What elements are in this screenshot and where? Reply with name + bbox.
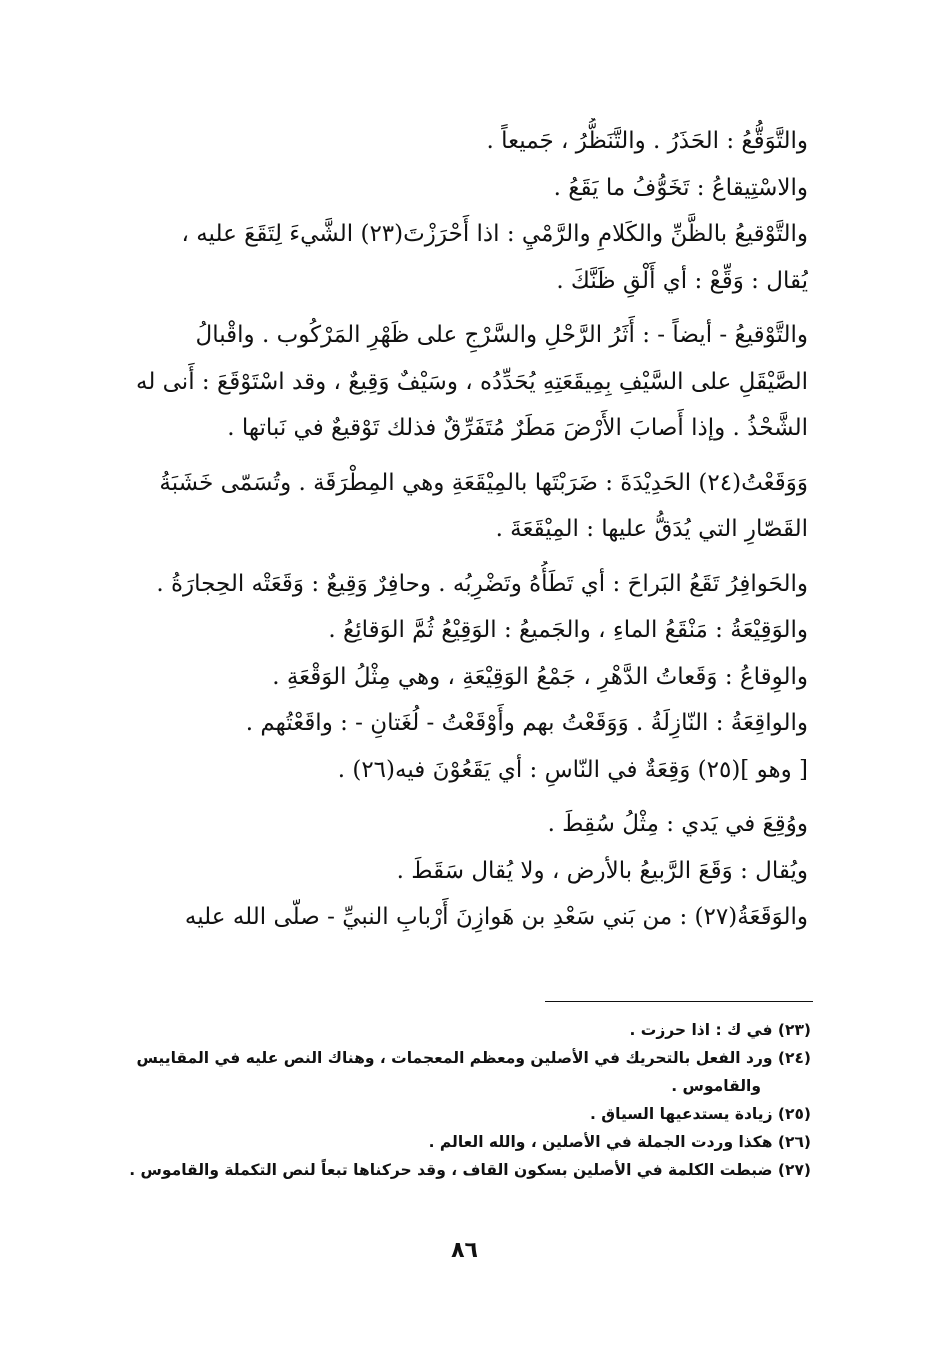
text-line: والوِقاعُ : وَقَعاتُ الدَّهْرِ ، جَمْعُ الوَقِيْعَةِ ، وهي مِثْلُ الوَقْعَةِ . — [272, 663, 808, 690]
footnote: (٢٤) ورد الفعل بالتحريك في الأصلين ومعظم المعجمات ، وهناك النص عليه في المقاييس — [136, 1049, 811, 1067]
footnotes — [78, 1016, 811, 1184]
footnote-divider — [545, 1001, 813, 1002]
text-line: القَصّارِ التي يُدَقُّ عليها : المِيْقَعَةَ . — [495, 516, 808, 542]
text-line: الصَّيْقَلِ على السَّيْفِ بِمِيقَعَتِهِ يُحَدِّدُه ، وسَيْفٌ وَقِيعٌ ، وقد اسْتَوْقَعَ : أَنى له — [135, 368, 808, 395]
text-line: وَوَقَعْتُ(٢٤) الحَدِيْدَةَ : ضَرَبْتَها بالمِيْقَعَةِ وهي المِطْرَقَة . وتُسَمّى خَشَبَةُ — [159, 469, 808, 496]
paragraph — [78, 801, 808, 941]
text-line: ويُقال : وَقَعَ الرَّبيعُ بالأرض ، ولا يُقال سَقَطَ . — [396, 857, 808, 884]
text-line: والتَّوَقُّعُ : الحَذَرُ . والتَّنَظُّرُ ، جَميعاً . — [486, 128, 808, 154]
footnote-continuation: والقاموس . — [671, 1077, 761, 1095]
text-line: والواقِعَةُ : النّازِلَةُ . وَوَقَعْتُ بهم وأَوْقَعْتُ - لُغَتانِ - : واقَعْتُهم . — [245, 710, 808, 736]
text-line: والاسْتِيقاعُ : تَخَوُّفُ ما يَقَعُ . — [553, 174, 808, 201]
paragraph — [78, 312, 808, 452]
main-text — [78, 118, 808, 941]
paragraph — [78, 561, 808, 794]
text-line: [ وهو ](٢٥) وَقِعَةٌ في النّاسِ : أي يَقَعُوْنَ فيه(٢٦) . — [337, 756, 808, 783]
text-line: والوَقَعَةُ(٢٧) : من بَني سَعْدِ بن هَوازِنَ أَرْبابِ النبيِّ - صلّى الله عليه — [184, 904, 808, 930]
text-line: والتَّوْقيعُ بالظَّنِّ والكَلامِ والرَّمْيِ : اذا أَحْرَزْتَ(٢٣) الشَّيءَ لِتَقَعَ عليه ، — [181, 221, 808, 247]
text-line: الشَّحْذُ . وإذا أَصابَ الأَرْضَ مَطَرٌ مُتَفَرِّقٌ فذلك تَوْقيعٌ في نَباتها . — [227, 415, 808, 441]
footnote: (٢٧) ضبطت الكلمة في الأصلين بسكون القاف ، وقد حركناها تبعاً لنص التكملة والقاموس . — [129, 1161, 811, 1179]
page-number: ٨٦ — [451, 1238, 478, 1263]
footnote: (٢٣) في ك : اذا حرزت . — [629, 1021, 811, 1039]
text-line: والحَوافِرُ تَقَعُ البَراحَ : أي تَطَأُهُ وتَضْرِبُه . وحافِرٌ وَقِيعٌ : وَقَعَتْه الحِجارَةُ . — [156, 570, 808, 597]
text-line: والتَّوْقيعُ - أيضاً - : أَثَرُ الرَّحْلِ والسَّرْجِ على ظَهْرِ المَرْكُوب . واقْبالُ — [195, 322, 808, 348]
text-line: والوَقِيْعَةُ : مَنْقَعُ الماءِ ، والجَميعُ : الوَقِيْعُ ثُمَّ الوَقائِعُ . — [328, 617, 808, 643]
footnote: (٢٥) زيادة يستدعيها السياق . — [590, 1105, 811, 1123]
footnote: (٢٦) هكذا وردت الجملة في الأصلين ، والله العالم . — [428, 1133, 811, 1151]
paragraph — [78, 460, 808, 553]
paragraph — [78, 118, 808, 304]
text-line: ووُقِعَ في يَدي : مِثْلُ سُقِطَ . — [547, 811, 808, 837]
text-line: يُقال : وَقِّعْ : أي أَلْقِ ظَنَّكَ . — [556, 267, 808, 294]
